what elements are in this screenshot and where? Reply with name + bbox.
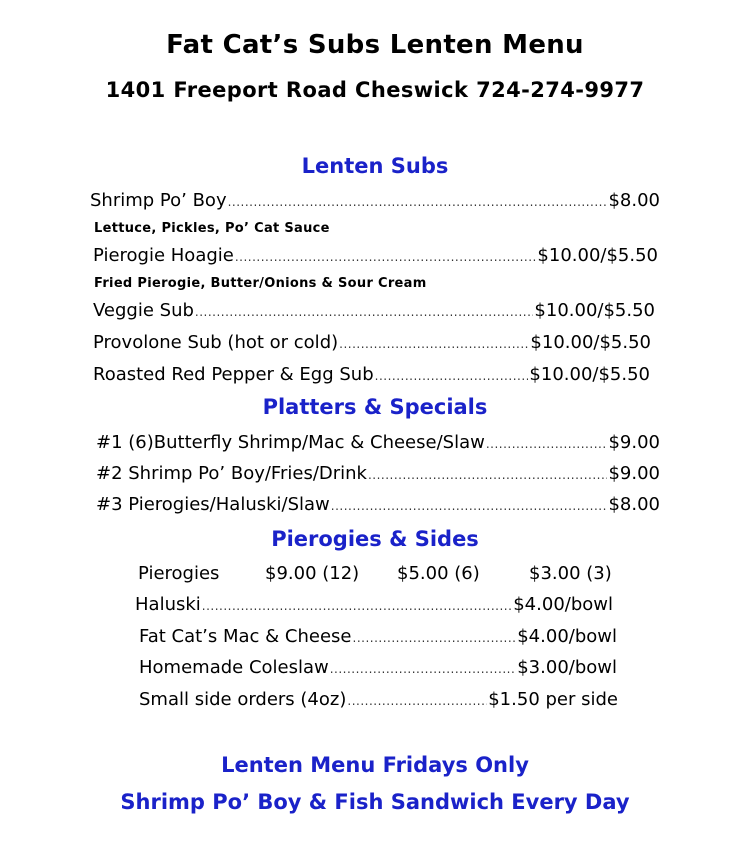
- item-description: Fried Pierogie, Butter/Onions & Sour Cream: [94, 276, 427, 291]
- dot-leader: [228, 195, 608, 209]
- item-name: #2 Shrimp Po’ Boy/Fries/Drink: [96, 463, 367, 484]
- item-price: $4.00/bowl: [513, 594, 613, 615]
- pierogies-price-row: [0, 563, 750, 587]
- item-name: Veggie Sub: [93, 300, 194, 321]
- item-price: $10.00/$5.50: [534, 300, 655, 321]
- item-name: #3 Pierogies/Haluski/Slaw: [96, 494, 330, 515]
- menu-item-provolone-sub: [93, 332, 651, 356]
- section-heading-lenten-subs: Lenten Subs: [301, 154, 449, 178]
- menu-title: Fat Cat’s Subs Lenten Menu: [166, 30, 584, 60]
- menu-item-shrimp-po-boy: [90, 190, 660, 214]
- menu-item-haluski: [135, 594, 613, 618]
- menu-item-pierogie-hoagie: [93, 245, 658, 269]
- pierogies-label: Pierogies: [138, 563, 220, 584]
- item-name: Fat Cat’s Mac & Cheese: [139, 626, 352, 647]
- menu-item-platter-1: [96, 432, 660, 456]
- dot-leader: [195, 305, 534, 319]
- dot-leader: [486, 437, 608, 451]
- item-price: $9.00: [608, 463, 660, 484]
- item-description: Lettuce, Pickles, Po’ Cat Sauce: [94, 221, 330, 236]
- item-price: $3.00/bowl: [517, 657, 617, 678]
- pierogies-price-12: $9.00 (12): [265, 563, 360, 584]
- menu-item-platter-3: [96, 494, 660, 518]
- item-name: Roasted Red Pepper & Egg Sub: [93, 364, 374, 385]
- dot-leader: [339, 337, 529, 351]
- item-price: $8.00: [608, 494, 660, 515]
- item-name: Small side orders (4oz): [139, 689, 347, 710]
- dot-leader: [353, 631, 517, 645]
- menu-item-small-side-orders: [139, 689, 618, 713]
- menu-item-veggie-sub: [93, 300, 655, 324]
- item-name: Haluski: [135, 594, 201, 615]
- item-name: Shrimp Po’ Boy: [90, 190, 227, 211]
- item-price: $8.00: [608, 190, 660, 211]
- item-name: Pierogie Hoagie: [93, 245, 234, 266]
- dot-leader: [347, 694, 487, 708]
- item-name: Homemade Coleslaw: [139, 657, 329, 678]
- section-heading-pierogies-sides: Pierogies & Sides: [271, 527, 479, 551]
- menu-item-platter-2: [96, 463, 660, 487]
- item-name: Provolone Sub (hot or cold): [93, 332, 339, 353]
- dot-leader: [375, 369, 529, 383]
- dot-leader: [368, 468, 607, 482]
- dot-leader: [331, 499, 608, 513]
- item-price: $10.00/$5.50: [529, 364, 650, 385]
- item-price: $10.00/$5.50: [537, 245, 658, 266]
- menu-item-mac-cheese: [139, 626, 617, 650]
- item-name: #1 (6)Butterfly Shrimp/Mac & Cheese/Slaw: [96, 432, 485, 453]
- footer-every-day: Shrimp Po’ Boy & Fish Sandwich Every Day: [120, 790, 630, 814]
- item-price: $9.00: [608, 432, 660, 453]
- item-price: $1.50 per side: [488, 689, 618, 710]
- menu-item-coleslaw: [139, 657, 617, 681]
- dot-leader: [330, 662, 517, 676]
- footer-fridays-only: Lenten Menu Fridays Only: [221, 753, 529, 777]
- address-line: 1401 Freeport Road Cheswick 724-274-9977: [105, 78, 645, 102]
- dot-leader: [202, 599, 512, 613]
- pierogies-price-6: $5.00 (6): [397, 563, 480, 584]
- item-price: $10.00/$5.50: [530, 332, 651, 353]
- section-heading-platters: Platters & Specials: [262, 395, 488, 419]
- item-price: $4.00/bowl: [517, 626, 617, 647]
- menu-item-roasted-red-pepper-egg-sub: [93, 364, 650, 388]
- dot-leader: [235, 250, 537, 264]
- pierogies-price-3: $3.00 (3): [529, 563, 612, 584]
